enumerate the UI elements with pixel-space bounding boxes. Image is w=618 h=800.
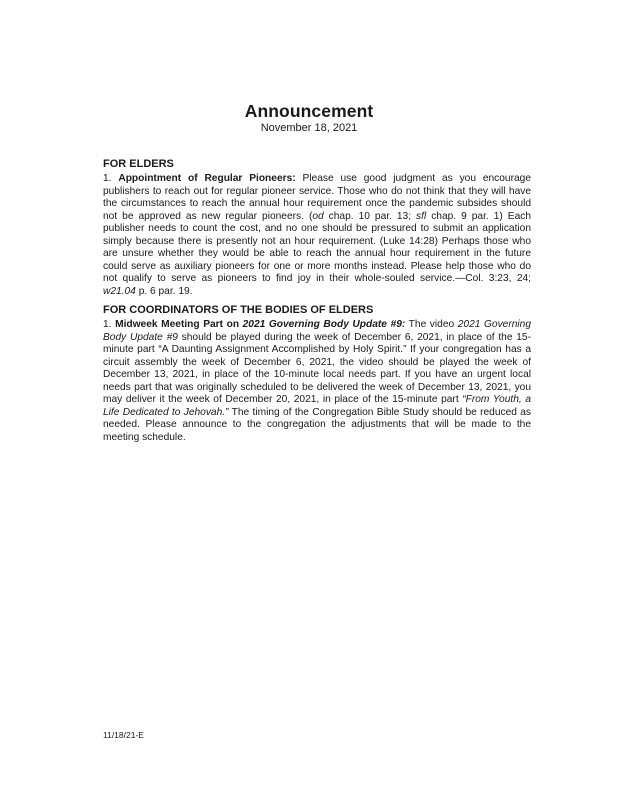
- announcement-date: November 18, 2021: [260, 122, 358, 134]
- item-title-italic: 2021 Governing Body Update #9:: [242, 319, 406, 330]
- item-text: chap. 10 par. 13;: [323, 210, 417, 222]
- elders-paragraph-1: [103, 173, 531, 298]
- reference-part: “From Youth, a Life Dedicated to Jehovah.”: [103, 394, 531, 418]
- item-text: The timing of the Congregation Bible Study should be reduced as needed. Please announce to the congregation the adjustments that will be made to the meeting schedule.: [103, 406, 532, 443]
- item-text: chap. 9 par. 1) Each publisher needs to count the cost, and no one should be pressured to submit an application simply because there is presently not an hour requirement. (Luke 14:28) Perhaps those who are unsure whether they would be able to reach the annual hour requirement in the future could serve as auxiliary pioneers for one or more months instead. Please help those who do not qualify to serve as pioneers to find joy in their whole-souled service.—Col. 3:23, 24;: [103, 210, 532, 284]
- reference-od: od: [312, 210, 324, 222]
- item-text: The video: [405, 319, 458, 330]
- document-code: 11/18/21-E: [103, 730, 144, 740]
- page-title: Announcement: [244, 101, 374, 121]
- item-text: p. 6 par. 19.: [135, 285, 193, 297]
- coordinators-paragraph-1: [103, 319, 531, 444]
- item-title: Appointment of Regular Pioneers:: [118, 173, 296, 184]
- reference-video: 2021 Governing Body Update #9: [103, 319, 531, 343]
- item-title: Midweek Meeting Part on 2021 Governing Body Update #9:: [115, 319, 406, 330]
- item-number: 1.: [103, 173, 112, 184]
- section-heading-elders: FOR ELDERS: [103, 158, 174, 170]
- section-heading-coordinators: FOR COORDINATORS OF THE BODIES OF ELDERS: [103, 304, 374, 316]
- item-number: 1.: [103, 319, 112, 330]
- item-text: should be played during the week of December 6, 2021, in place of the 15-minute part “A Daunting Assignment Accomplished by Holy Spirit.” If your congregation has a circuit assembly the week of December 6, 2021, the video should be played the week of December 13, 2021, in place of the 10-minute local needs part. If you have an urgent local needs part that was originally scheduled to be delivered the week of December 13, 2021, you may deliver it the week of December 20, 2021, in place of the 15-minute part: [103, 331, 531, 405]
- item-text: Please use good judgment as you encourage publishers to reach out for regular pioneer service. Those who do not think that they will have the circumstances to reach the annual hour requirement once the pandemic subsides should not be approved as new regular pioneers. (: [103, 173, 531, 222]
- reference-sfl: sfl: [416, 210, 427, 222]
- reference-watchtower: w21.04: [103, 285, 136, 297]
